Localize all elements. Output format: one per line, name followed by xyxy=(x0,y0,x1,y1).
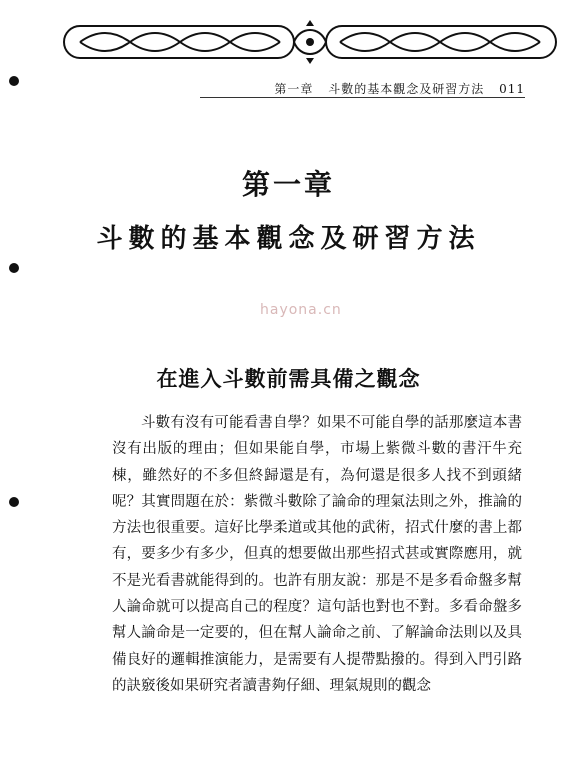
header-chapter: 第一章 xyxy=(274,82,314,96)
body-paragraph: 斗數有沒有可能看書自學？如果不可能自學的話那麼這本書沒有出版的理由；但如果能自學，市場上紫微斗數的書汗牛充棟，雖然好的不多但終歸還是有，為何還是很多人找不到頭緒呢？其實問題在於：紫微斗數除了論命的理氣法則之外，推論的方法也很重要。這好比學柔道或其他的武術，招式什麼的書上都有，要多少有多少，但真的想要做出那些招式甚或實際應用，就不是光看書就能得到的。也許有朋友說：那是不是多看命盤多幫人論命就可以提高自己的程度？這句話也對也不對。多看命盤多幫人論命是一定要的，但在幫人論命之前、了解論命法則以及具備良好的邏輯推演能力，是需要有人提帶點撥的。得到入門引路的訣竅後如果研究者讀書夠仔細、理氣規則的觀念 xyxy=(112,415,522,694)
binder-hole xyxy=(9,263,19,273)
watermark: hayona.cn xyxy=(260,302,342,318)
page-number: 011 xyxy=(499,82,525,96)
header-rule xyxy=(200,97,525,98)
ornamental-border xyxy=(60,20,560,64)
chapter-number: 第一章 xyxy=(241,168,335,201)
chapter-title: 斗數的基本觀念及研習方法 xyxy=(96,224,481,254)
binder-hole xyxy=(9,497,19,507)
header-title: 斗數的基本觀念及研習方法 xyxy=(328,82,485,96)
binder-hole xyxy=(9,76,19,86)
section-heading: 在進入斗數前需具備之觀念 xyxy=(156,367,421,391)
running-header xyxy=(200,80,525,97)
